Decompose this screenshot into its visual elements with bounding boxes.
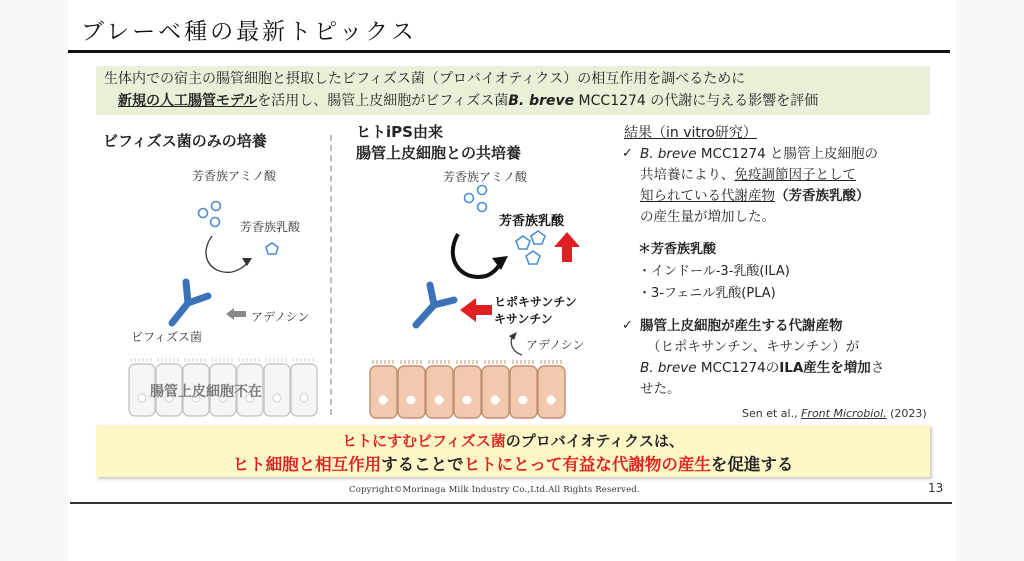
- result-1-line-2-a: 共培養により、: [640, 167, 735, 183]
- conclusion-1-dark: のプロバイオティクスは、: [505, 432, 684, 450]
- citation-authors: Sen et al.,: [742, 407, 802, 420]
- mid-conversion-arrow: [453, 234, 501, 277]
- conclusion-line-2: [96, 451, 930, 475]
- result-2-line-3: [640, 358, 884, 379]
- result-2-line-3-a: MCC1274の: [696, 360, 780, 376]
- result-2-line-2: （ヒポキサンチン、キサンチン）が: [647, 339, 860, 355]
- copyright: Copyright©Morinaga Milk Industry Co.,Ltd.All Rights Reserved.: [349, 485, 640, 495]
- left-adenosine-label: アデノシン: [251, 310, 310, 324]
- left-lactate-molecule: [266, 243, 278, 254]
- mid-lactic-acid-label: 芳香族乳酸: [499, 214, 565, 229]
- result-1-line-2: [640, 165, 856, 186]
- mid-adenosine-label: アデノシン: [526, 338, 585, 352]
- intro-line-2-a: を活用し、腸管上皮細胞がビフィズス菌: [257, 93, 509, 109]
- left-conversion-arrowhead: [242, 258, 252, 266]
- mid-epithelial-cells: [370, 366, 565, 418]
- conclusion-2-dark-2: を促進する: [710, 455, 794, 474]
- slide-title: ブレーベ種の最新トピックス: [81, 19, 417, 45]
- left-bacterium-label: ビフィズス菌: [131, 330, 203, 344]
- result-1-line-1: [640, 144, 878, 165]
- middle-panel-heading-2: 腸管上皮細胞との共培養: [356, 144, 522, 162]
- result-2-line-1: 腸管上皮細胞が産生する代謝産物: [640, 318, 843, 334]
- conclusion-2-red-1: ヒト細胞と相互作用: [232, 455, 382, 474]
- result-1-line-3: [640, 186, 870, 207]
- left-bifido-icon: [172, 282, 208, 323]
- left-amino-molecule: [211, 218, 220, 227]
- left-adenosine-arrow: [226, 308, 246, 320]
- check-icon: ✓: [622, 146, 633, 161]
- conclusion-line-1: [96, 430, 930, 451]
- conclusion-1-red: ヒトにすむビフィズス菌: [341, 432, 506, 450]
- left-amino-molecule: [212, 202, 221, 211]
- left-conversion-arrow: [206, 236, 248, 272]
- mid-increase-arrow: [554, 232, 580, 262]
- results-title: 結果（in vitro研究）: [624, 125, 757, 141]
- check-icon: ✓: [622, 318, 633, 333]
- citation-journal: Front Microbiol.: [801, 407, 887, 420]
- left-panel-heading: ビフィズス菌のみの培養: [103, 132, 267, 150]
- result-1-species: B. breve: [640, 146, 697, 162]
- result-1-line-3-u: 知られている代謝産物: [640, 188, 775, 204]
- result-1-line-1-rest: MCC1274 と腸管上皮細胞の: [696, 146, 879, 162]
- mid-adenosine-arrowhead: [509, 332, 517, 340]
- note-item-pla: ・3-フェニル乳酸(PLA): [638, 286, 776, 301]
- left-cells-absent-label: 腸管上皮細胞不在: [150, 384, 262, 400]
- mid-amino-molecule: [465, 194, 474, 203]
- result-1-line-2-u: 免疫調節因子として: [734, 167, 856, 183]
- result-2-species: B. breve: [640, 360, 697, 376]
- mid-conversion-arrowhead: [492, 256, 508, 270]
- mid-hypoxanthine-label: ヒポキサンチン: [494, 295, 577, 309]
- mid-microvilli: [373, 360, 561, 364]
- conclusion-2-red-2: ヒトにとって有益な代謝物の産生: [463, 455, 711, 474]
- left-amino-acid-label: 芳香族アミノ酸: [192, 169, 277, 183]
- intro-model-text: 新規の人工腸管モデル: [118, 93, 258, 109]
- intro-species: B. breve: [508, 93, 575, 109]
- note-heading: ＊芳香族乳酸: [638, 242, 717, 257]
- conclusion-2-dark-1: することで: [381, 455, 464, 474]
- result-2-line-3-b: ILA産生を増加: [779, 360, 871, 376]
- left-lactic-acid-label: 芳香族乳酸: [240, 220, 301, 234]
- mid-lactate-molecule: [531, 231, 545, 244]
- result-1-line-4: の産生量が増加した。: [640, 209, 775, 225]
- mid-xanthine-label: キサンチン: [494, 312, 553, 326]
- intro-line-1: 生体内での宿主の腸管細胞と摂取したビフィズス菌（プロバイオティクス）の相互作用を調べるために: [104, 71, 746, 87]
- mid-lactate-molecule: [526, 251, 540, 264]
- result-2-line-3-c: さ: [870, 360, 885, 376]
- result-2-line-4: せた。: [640, 381, 681, 397]
- footer-rule: [70, 502, 952, 504]
- note-item-ila: ・インドール-3-乳酸(ILA): [638, 264, 790, 279]
- mid-lactate-molecule: [516, 236, 530, 249]
- mid-amino-molecule: [478, 203, 487, 212]
- mid-bifido-icon: [416, 285, 454, 325]
- mid-hypoxanthine-arrow: [460, 298, 492, 322]
- page-number: 13: [928, 481, 944, 495]
- citation: [742, 407, 927, 420]
- middle-panel-heading-1: ヒトiPS由来: [356, 123, 443, 141]
- left-ghost-microvilli: [131, 358, 313, 362]
- mid-amino-acid-label: 芳香族アミノ酸: [443, 170, 528, 184]
- conclusion-box: [96, 425, 930, 477]
- citation-year: (2023): [886, 407, 927, 420]
- mid-amino-molecule: [478, 186, 487, 195]
- intro-line-2-b: MCC1274 の代謝に与える影響を評価: [574, 93, 819, 109]
- result-1-line-3-b: （芳香族乳酸）: [775, 188, 870, 204]
- left-amino-molecule: [199, 209, 208, 218]
